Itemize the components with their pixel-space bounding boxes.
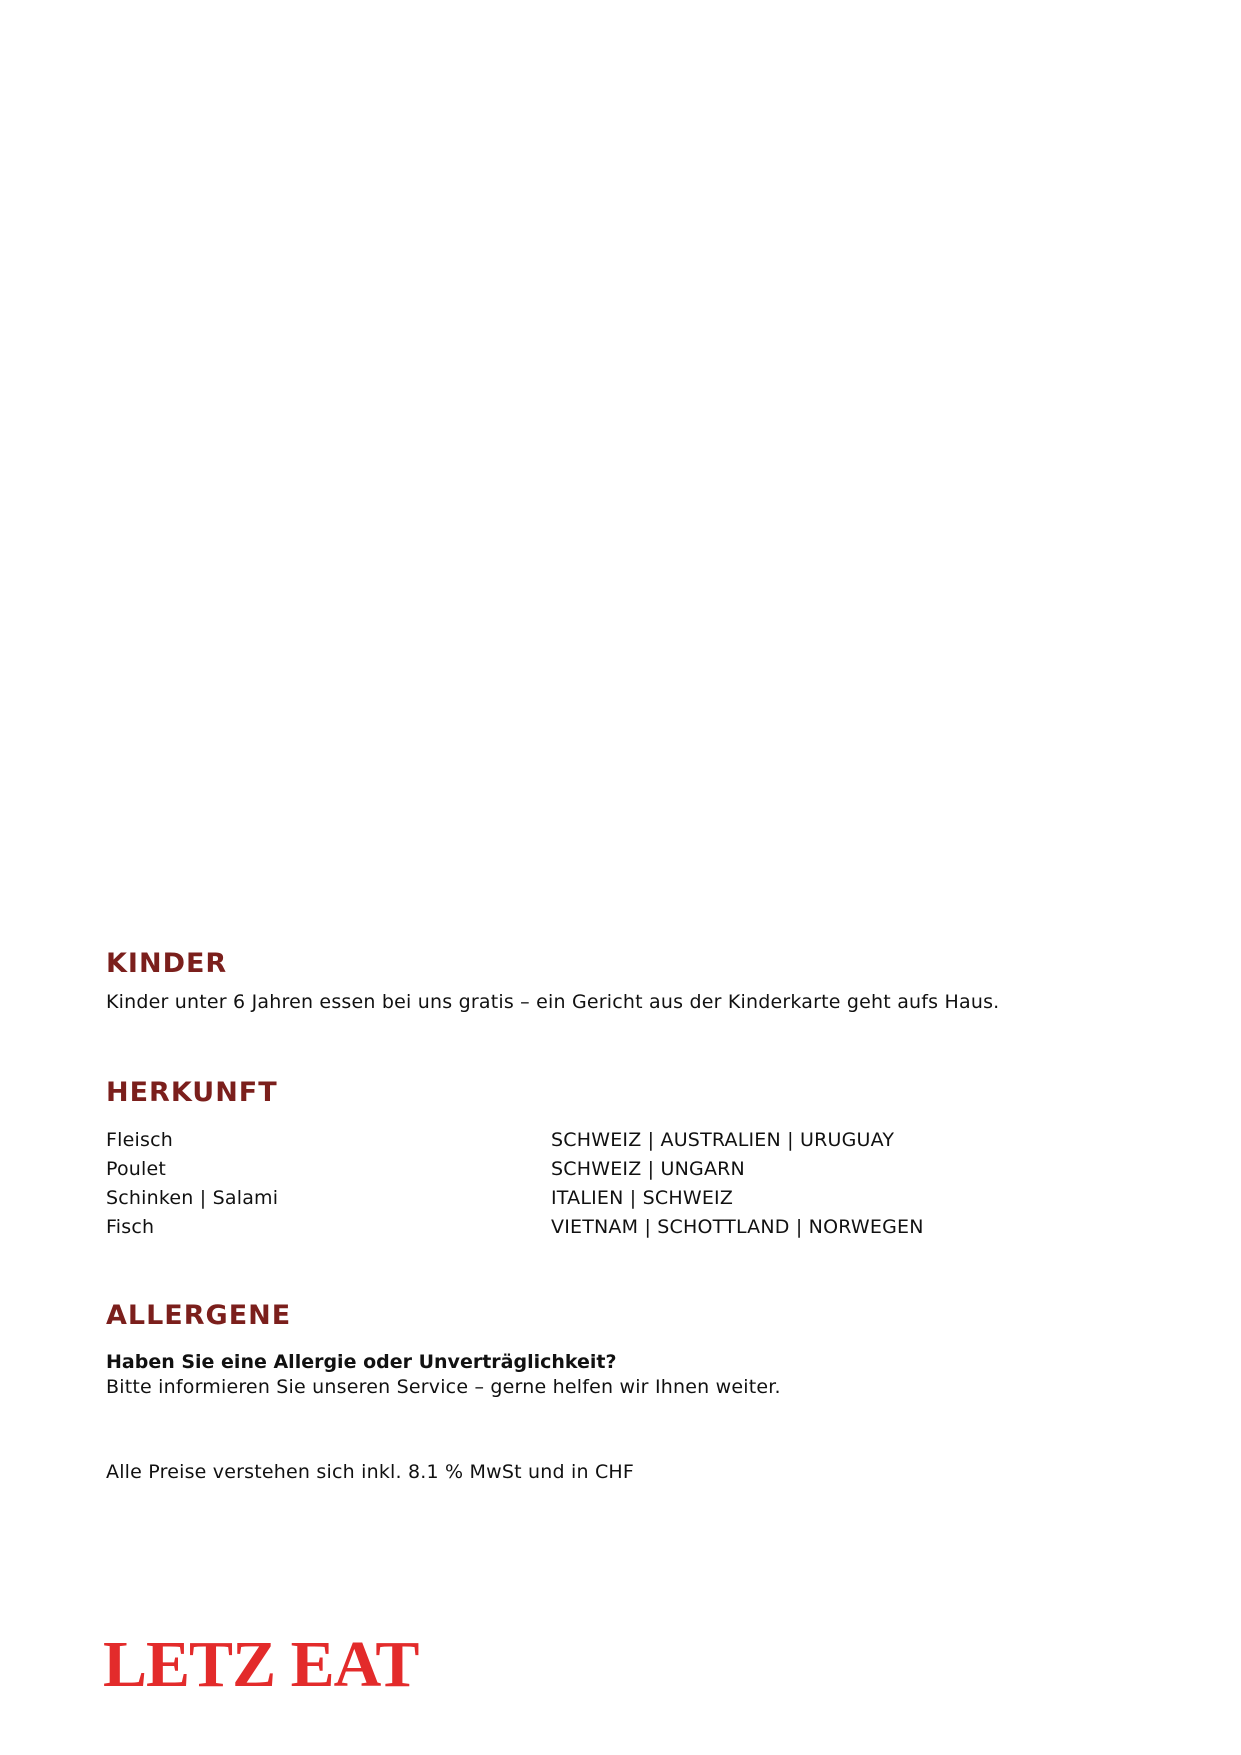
kinder-text: Kinder unter 6 Jahren essen bei uns gratis – ein Gericht aus der Kinderkarte geht aufs Haus. — [106, 991, 1000, 1013]
origin-item: Schinken | Salami — [106, 1187, 279, 1209]
origin-countries: ITALIEN | SCHWEIZ — [551, 1187, 734, 1209]
origin-countries: SCHWEIZ | UNGARN — [551, 1158, 745, 1180]
origin-row-fleisch — [106, 1126, 1006, 1155]
origin-item: Fleisch — [106, 1129, 173, 1151]
origin-item: Fisch — [106, 1216, 155, 1238]
allergy-question: Haben Sie eine Allergie oder Unverträglichkeit? — [106, 1351, 617, 1373]
allergy-text: Bitte informieren Sie unseren Service – gerne helfen wir Ihnen weiter. — [106, 1376, 781, 1398]
herkunft-heading: HERKUNFT — [106, 1077, 278, 1108]
prices-note: Alle Preise verstehen sich inkl. 8.1 % MwSt und in CHF — [106, 1461, 635, 1483]
origin-item: Poulet — [106, 1158, 167, 1180]
origin-row-schinken — [106, 1184, 1006, 1213]
letz-eat-logo: LETZ EAT — [103, 1628, 419, 1701]
kinder-heading: KINDER — [106, 948, 228, 979]
origin-row-fisch — [106, 1213, 1006, 1242]
origin-countries: VIETNAM | SCHOTTLAND | NORWEGEN — [551, 1216, 924, 1238]
origin-countries: SCHWEIZ | AUSTRALIEN | URUGUAY — [551, 1129, 895, 1151]
allergene-heading: ALLERGENE — [106, 1300, 292, 1331]
origin-table — [106, 1126, 1006, 1242]
origin-row-poulet — [106, 1155, 1006, 1184]
